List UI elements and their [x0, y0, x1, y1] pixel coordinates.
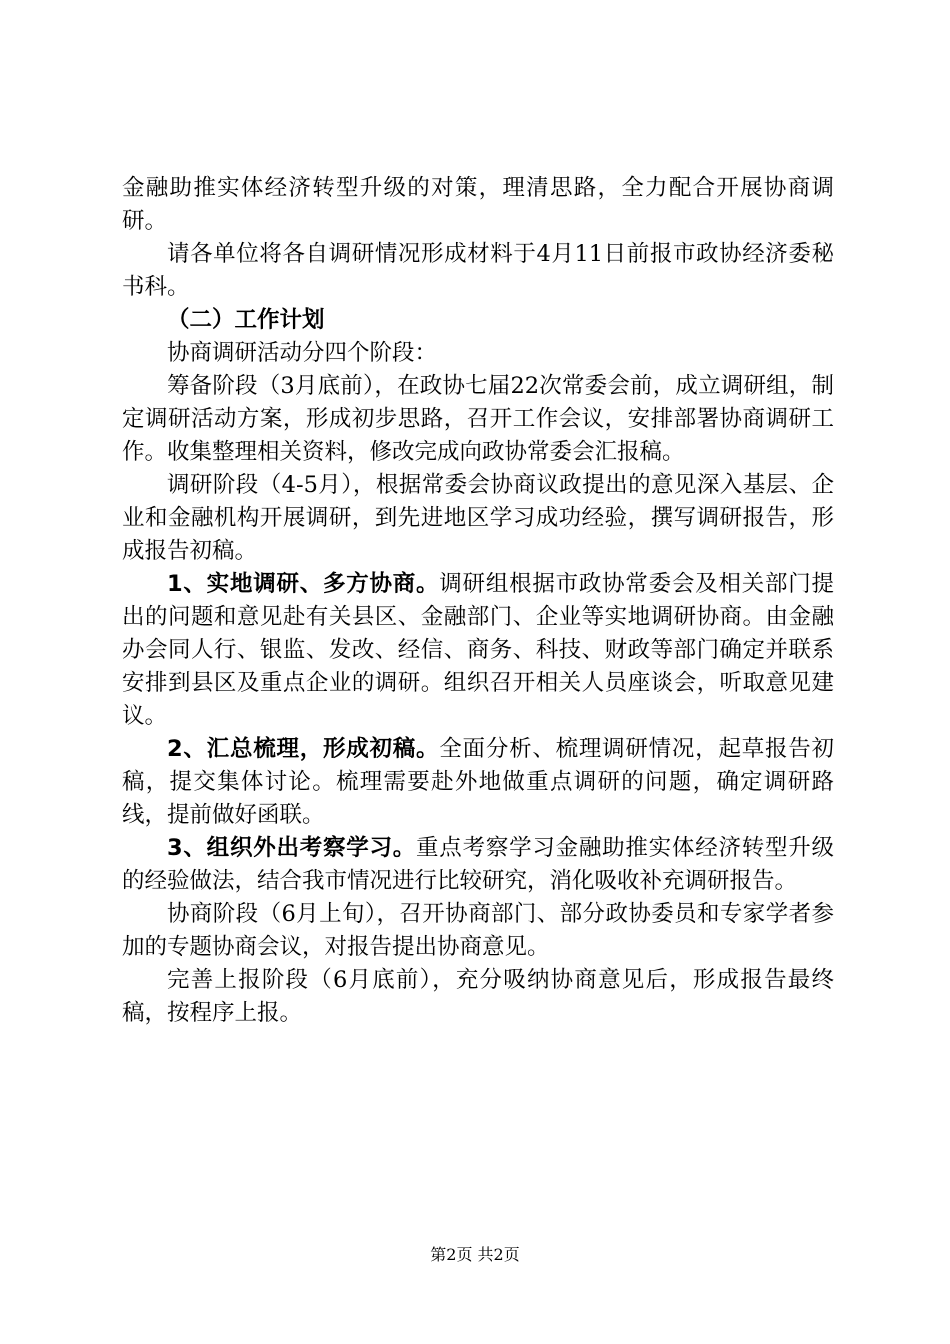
- page-footer: [0, 1245, 950, 1265]
- paragraph-research-stage: 调研阶段（4-5月），根据常委会协商议政提出的意见深入基层、企业和金融机构开展调研，到先进地区学习成功经验，撰写调研报告，形成报告初稿。: [122, 472, 834, 564]
- paragraph-lead-field-research: 1、实地调研、多方协商。: [167, 571, 440, 597]
- paragraph-four-stages: 协商调研活动分四个阶段：: [167, 340, 438, 366]
- paragraph-lead-summarize-draft: 2、汇总梳理，形成初稿。: [167, 736, 440, 762]
- page-number-label: 第2页 共2页: [430, 1245, 520, 1264]
- paragraph-body-external-study: 重点考察学习金融助推实体经济转型升级的经验做法，结合我市情况进行比较研究，消化吸收补充调研报告。: [122, 835, 834, 894]
- paragraph-final-report-stage: 完善上报阶段（6月底前），充分吸纳协商意见后，形成报告最终稿，按程序上报。: [122, 967, 834, 1026]
- paragraph-consultation-stage: 协商阶段（6月上旬），召开协商部门、部分政协委员和专家学者参加的专题协商会议，对报告提出协商意见。: [122, 901, 834, 960]
- paragraph-external-study: [122, 832, 834, 898]
- document-body: [122, 172, 834, 1030]
- paragraph-submission-deadline: 请各单位将各自调研情况形成材料于4月11日前报市政协经济委秘书科。: [122, 241, 834, 300]
- paragraph-lead-external-study: 3、组织外出考察学习。: [167, 835, 417, 861]
- paragraph-summarize-draft: [122, 733, 834, 832]
- paragraph-field-research: [122, 568, 834, 733]
- paragraph-body-summarize-draft: 全面分析、梳理调研情况，起草报告初稿，提交集体讨论。梳理需要赴外地做重点调研的问题，确定调研路线，提前做好函联。: [122, 736, 834, 828]
- paragraph-body-field-research: 调研组根据市政协常委会及相关部门提出的问题和意见赴有关县区、金融部门、企业等实地调研协商。由金融办会同人行、银监、发改、经信、商务、科技、财政等部门确定并联系安排到县区及重点企业的调研。组织召开相关人员座谈会，听取意见建议。: [122, 571, 834, 729]
- section-heading-work-plan: （二）工作计划: [167, 307, 325, 333]
- paragraph-preparation-stage: 筹备阶段（3月底前），在政协七届22次常委会前，成立调研组，制定调研活动方案，形成初步思路，召开工作会议，安排部署协商调研工作。收集整理相关资料，修改完成向政协常委会汇报稿。: [122, 373, 834, 465]
- paragraph-continuation: 金融助推实体经济转型升级的对策，理清思路，全力配合开展协商调研。: [122, 175, 834, 234]
